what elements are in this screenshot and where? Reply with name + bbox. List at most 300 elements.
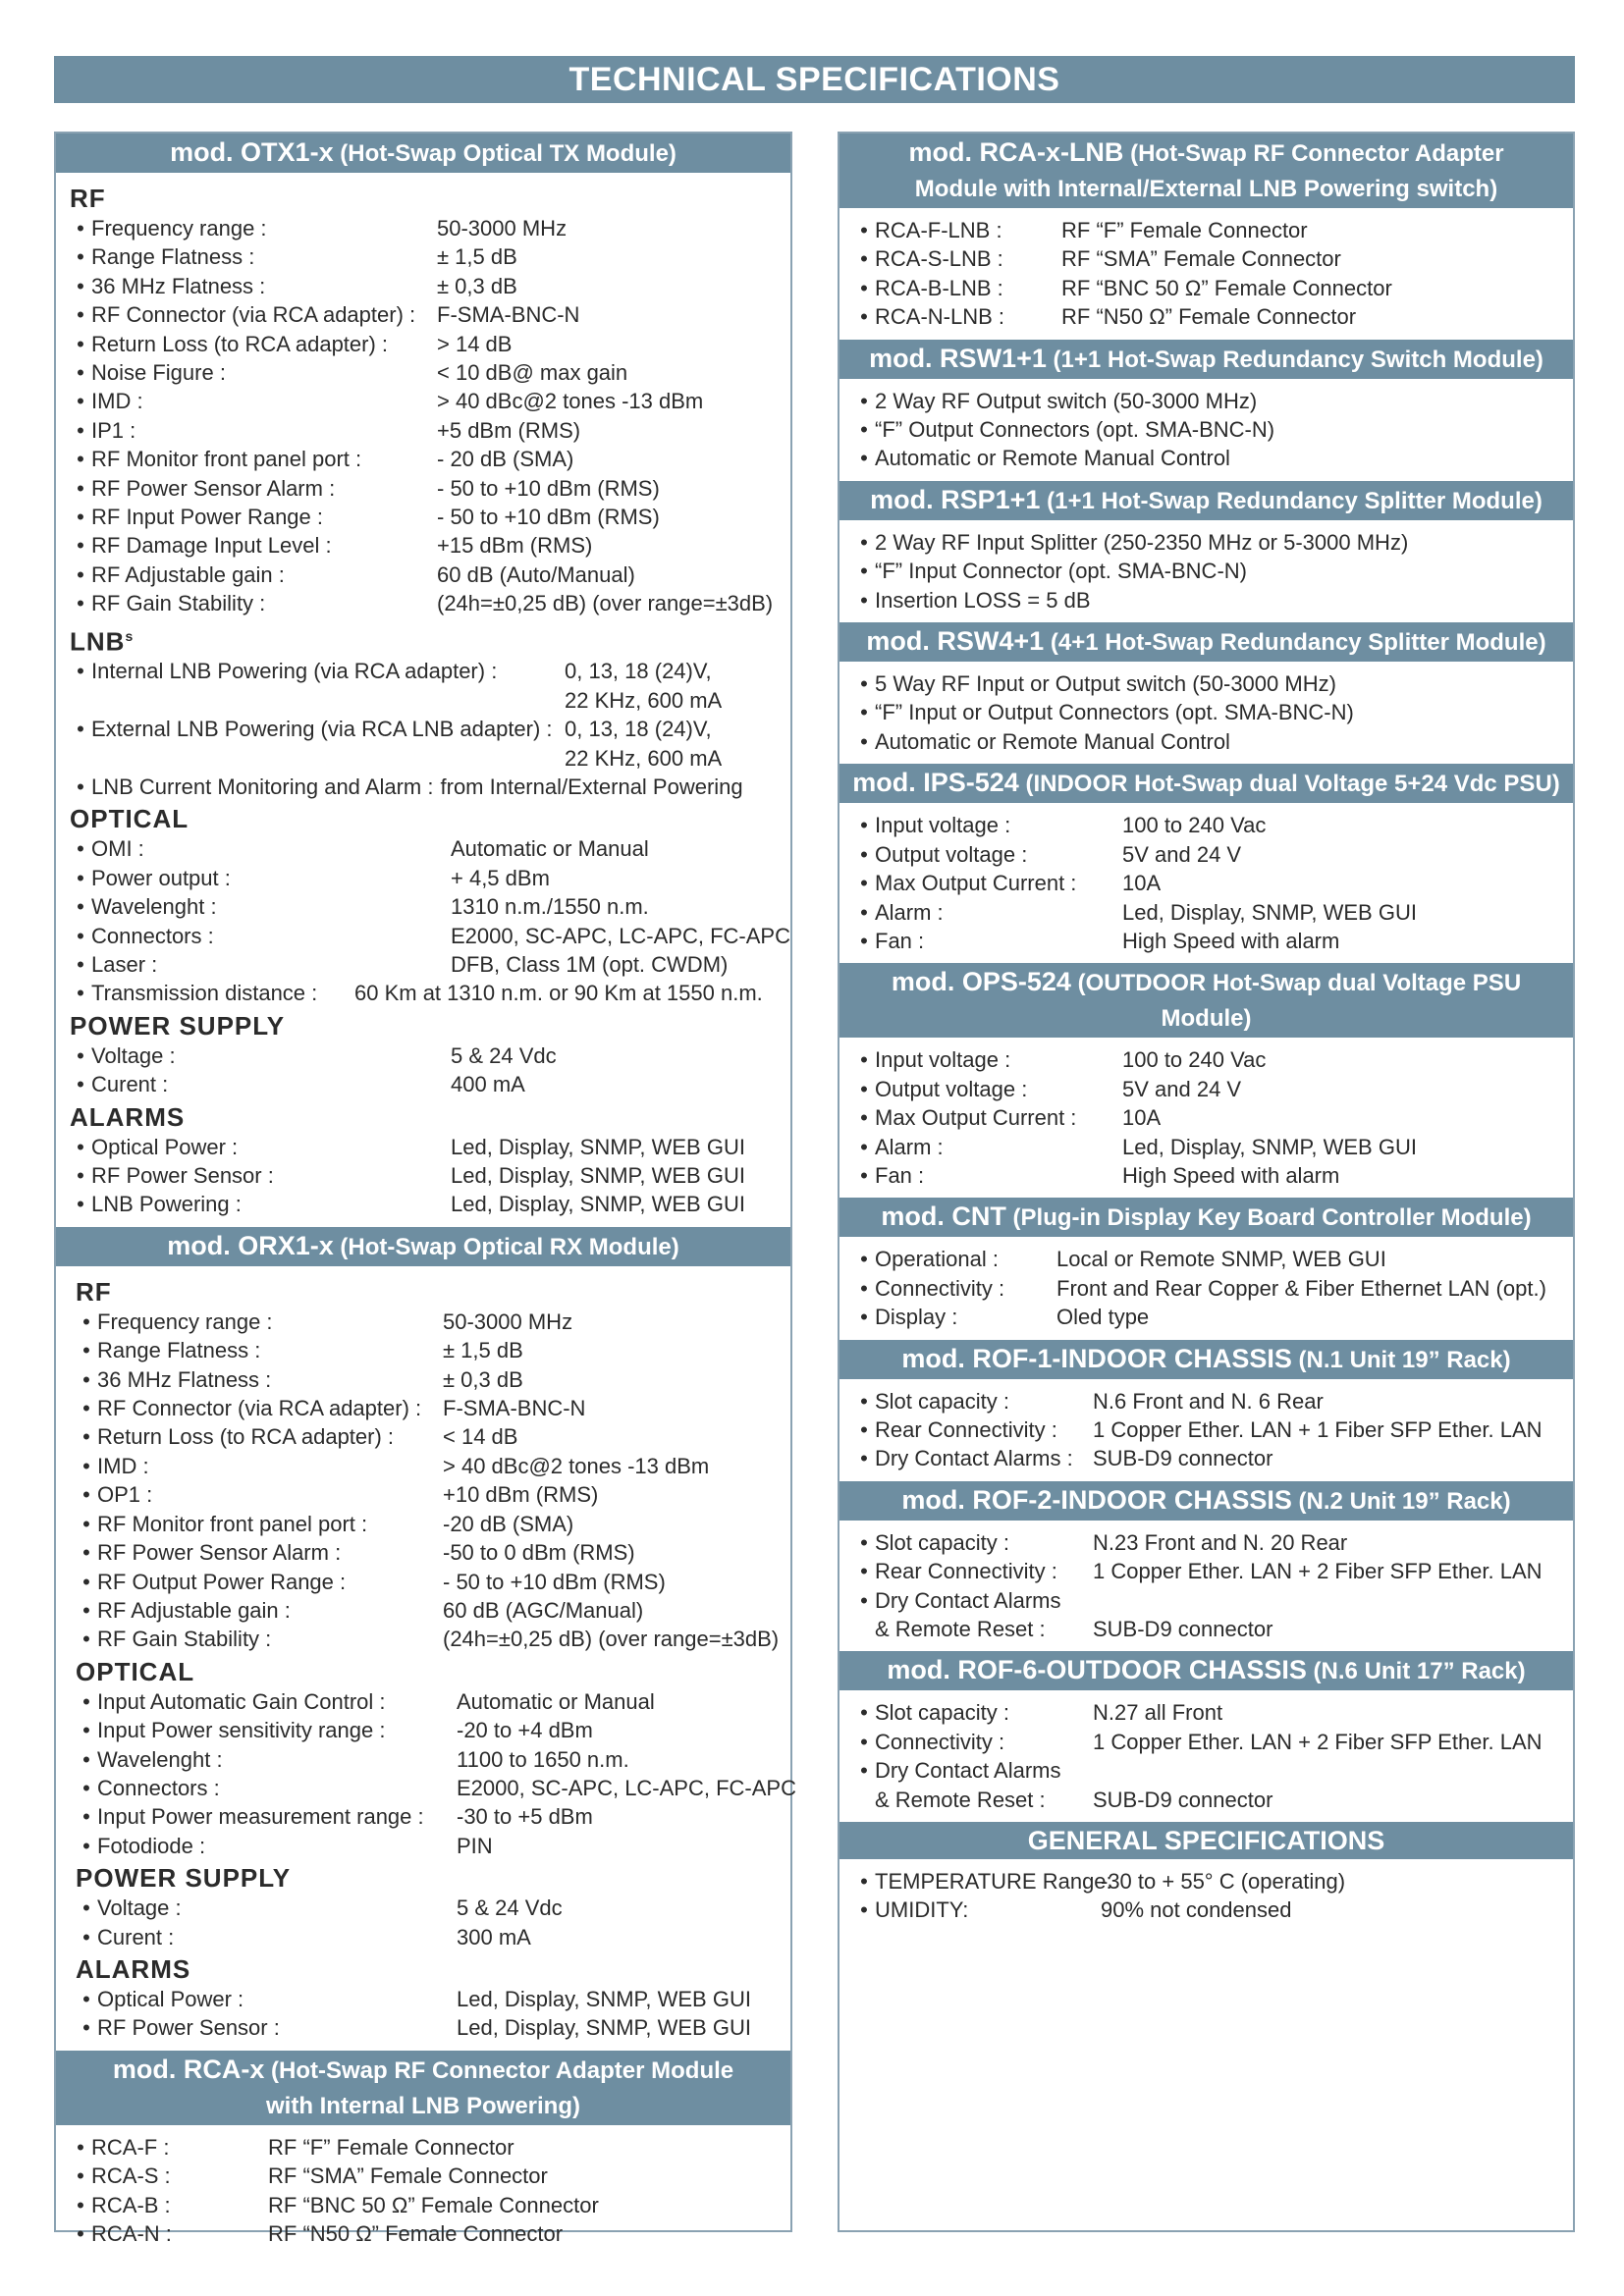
otx1-rf-value: +15 dBm (RMS) [437,533,593,559]
general-label: UMIDITY: [875,1897,969,1923]
ops524-label: Max Output Current : [875,1105,1077,1131]
ips524-title-main: mod. IPS-524 [852,768,1019,798]
cnt-label: Connectivity : [875,1275,1005,1301]
otx1-rf-label: Frequency range : [91,216,267,240]
otx1-optical-value: + 4,5 dBm [451,865,550,890]
otx1-rf-row [70,531,777,560]
rca-title [56,2051,790,2125]
bullet: • [860,218,868,242]
otx1-rf-label: RF Power Sensor Alarm : [91,475,336,501]
orx1-alarm-label: Optical Power : [97,1986,244,2011]
otx1-rf-row [70,358,777,387]
orx1-optical-label: Input Automatic Gain Control : [97,1688,386,1714]
orx1-optical-row [76,1802,777,1831]
bullet: • [77,865,84,890]
otx1-rf-label: Return Loss (to RCA adapter) : [91,331,389,356]
otx1-transmission-value: 60 Km at 1310 n.m. or 90 Km at 1550 n.m. [354,981,763,1006]
rca-lnb-value: RF “SMA” Female Connector [1061,246,1341,272]
otx1-power-label: Voltage : [91,1042,176,1068]
rca-label: RCA-S : [91,2163,171,2189]
rof6-label: Connectivity : [875,1729,1005,1754]
bullet: • [77,981,84,1006]
orx1-rf-value: < 14 dB [443,1424,518,1450]
orx1-optical-row [76,1687,777,1716]
orx1-title-main: mod. ORX1-x [167,1230,334,1260]
bullet: • [77,952,84,977]
rsp11-section [839,481,1573,622]
cnt-value: Front and Rear Copper & Fiber Ethernet LAN (opt.) [1056,1275,1546,1301]
rof1-label: Slot capacity : [875,1388,1009,1414]
ips524-row [853,927,1559,955]
otx1-optical-value: 1310 n.m./1550 n.m. [451,894,649,920]
orx1-title [56,1227,790,1266]
bullet: • [860,1388,868,1414]
otx1-rf-row [70,242,777,271]
bullet: • [860,871,868,896]
orx1-optical-heading: OPTICAL [76,1656,195,1686]
otx1-alarm-label: RF Power Sensor : [91,1163,274,1189]
orx1-rf-label: RF Monitor front panel port : [97,1511,368,1536]
otx1-optical-value: Automatic or Manual [451,836,649,862]
rsp11-item-text: 2 Way RF Input Splitter (250-2350 MHz or 5-3000 MHz) [875,529,1409,555]
rca-label: RCA-B : [91,2192,171,2217]
bullet: • [860,304,868,330]
rsw11-row [853,387,1559,415]
cnt-value: Oled type [1056,1305,1150,1330]
orx1-optical-value: E2000, SC-APC, LC-APC, FC-APC [457,1775,796,1800]
rsp11-item-text: “F” Input Connector (opt. SMA-BNC-N) [875,559,1247,584]
bullet: • [77,591,84,616]
rsw11-section [839,340,1573,481]
rca-lnb-row [853,244,1559,273]
bullet: • [860,1162,868,1188]
otx1-rf-label: RF Damage Input Level : [91,533,332,559]
rca-row [70,2191,777,2219]
orx1-power-label: Curent : [97,1924,175,1949]
ips524-label: Output voltage : [875,841,1028,867]
orx1-rf-label: IMD : [97,1453,149,1478]
bullet: • [860,1134,868,1159]
rca-lnb-value: RF “BNC 50 Ω” Female Connector [1061,275,1392,300]
otx1-rf-value: > 40 dBc@2 tones -13 dBm [437,389,704,414]
otx1-title [56,133,790,173]
rof6-dry-contact-row [853,1756,1559,1785]
otx1-optical-row [70,922,790,950]
orx1-rf-label: Range Flatness : [97,1338,261,1363]
bullet: • [82,1775,90,1800]
bullet: • [860,1275,868,1301]
orx1-optical-row [76,1716,777,1744]
general-row [853,1896,1559,1924]
rof1-value: 1 Copper Ether. LAN + 1 Fiber SFP Ether. LAN [1093,1416,1543,1442]
orx1-rf-value: -20 dB (SMA) [443,1511,574,1536]
orx1-optical-value: PIN [457,1833,493,1858]
orx1-alarm-value: Led, Display, SNMP, WEB GUI [457,1986,751,2011]
bullet: • [860,246,868,272]
rsp11-row [853,557,1559,585]
rca-lnb-title [839,133,1573,208]
orx1-optical-label: Connectors : [97,1775,220,1800]
bullet: • [77,1042,84,1068]
orx1-rf-value: 60 dB (AGC/Manual) [443,1597,644,1623]
orx1-rf-value: - 50 to +10 dBm (RMS) [443,1569,666,1594]
orx1-rf-row [76,1394,777,1422]
rca-lnb-value: RF “F” Female Connector [1061,218,1308,242]
rof6-row [853,1728,1559,1756]
bullet: • [82,1396,90,1421]
rsw11-item-text: 2 Way RF Output switch (50-3000 MHz) [875,388,1258,413]
rof2-title-sub: (N.2 Unit 19” Rack) [1291,1487,1511,1515]
bullet: • [77,475,84,501]
otx1-optical-value: E2000, SC-APC, LC-APC, FC-APC [451,923,790,948]
otx1-optical-label: Power output : [91,865,231,890]
ops524-label: Input voltage : [875,1047,1011,1073]
rof2-remote-reset-row [853,1615,1559,1643]
bullet: • [860,1247,868,1272]
orx1-rf-label: Frequency range : [97,1308,273,1334]
orx1-optical-row [76,1832,777,1860]
orx1-power-value: 5 & 24 Vdc [457,1896,563,1921]
ips524-title [839,764,1573,803]
rca-lnb-label: RCA-N-LNB : [875,304,1005,330]
ips524-row [853,898,1559,927]
orx1-rf-value: F-SMA-BNC-N [443,1396,586,1421]
rof6-label: Slot capacity : [875,1700,1009,1726]
ips524-value: 10A [1122,871,1162,896]
rof2-remote-reset-value: SUB-D9 connector [1093,1617,1273,1641]
orx1-optical-label: Wavelenght : [97,1746,223,1772]
orx1-optical-value: Automatic or Manual [457,1688,655,1714]
otx1-optical-value: DFB, Class 1M (opt. CWDM) [451,952,729,977]
otx1-rf-row [70,503,777,531]
bullet: • [77,244,84,270]
bullet: • [860,1305,868,1330]
ips524-section [839,764,1573,963]
cnt-label: Display : [875,1305,958,1330]
rsp11-row [853,528,1559,557]
orx1-rf-value: ± 1,5 dB [443,1338,523,1363]
rsw41-title-main: mod. RSW4+1 [866,626,1045,657]
rsp11-title-main: mod. RSP1+1 [870,484,1041,514]
bullet: • [82,1482,90,1508]
rof1-row [853,1387,1559,1415]
otx1-alarm-value: Led, Display, SNMP, WEB GUI [451,1163,745,1189]
bullet: • [82,1540,90,1566]
otx1-lnb-external-value [565,715,722,773]
ops524-label: Fan : [875,1162,925,1188]
otx1-title-sub: (Hot-Swap Optical TX Module) [333,140,677,167]
rof1-title-sub: (N.1 Unit 19” Rack) [1291,1346,1511,1373]
rof2-dry-contact-label: Dry Contact Alarms [875,1587,1061,1613]
otx1-optical-label: OMI : [91,836,144,862]
orx1-title-sub: (Hot-Swap Optical RX Module) [333,1233,679,1260]
bullet: • [860,446,868,471]
orx1-rf-label: RF Gain Stability : [97,1627,272,1652]
bullet: • [82,1833,90,1858]
cnt-row [853,1303,1559,1331]
otx1-rf-value: < 10 dB@ max gain [437,360,628,386]
orx1-optical-value: -20 to +4 dBm [457,1718,593,1743]
otx1-rf-row [70,561,777,589]
bullet: • [860,1758,868,1784]
rca-value: RF “SMA” Female Connector [268,2163,548,2189]
right-column [838,132,1575,2232]
otx1-rf-row [70,272,777,300]
orx1-rf-value: +10 dBm (RMS) [443,1482,599,1508]
bullet: • [77,1163,84,1189]
otx1-rf-value: ± 1,5 dB [437,244,517,270]
otx1-alarm-label: Optical Power : [91,1134,239,1159]
rof1-section [839,1340,1573,1481]
bullet: • [82,1366,90,1392]
ops524-row [853,1045,1559,1074]
rca-value: RF “N50 Ω” Female Connector [268,2221,564,2246]
orx1-rf-row [76,1625,780,1653]
bullet: • [77,360,84,386]
bullet: • [860,1416,868,1442]
bullet: • [860,1897,868,1923]
otx1-section [56,133,790,1227]
orx1-rf-row [76,1568,777,1596]
orx1-rf-row [76,1596,777,1625]
ips524-value: 100 to 240 Vac [1122,813,1267,838]
rof6-section [839,1651,1573,1822]
bullet: • [82,1986,90,2011]
otx1-rf-label: RF Gain Stability : [91,591,266,616]
orx1-rf-label: RF Output Power Range : [97,1569,347,1594]
orx1-rf-value: -50 to 0 dBm (RMS) [443,1540,635,1566]
orx1-optical-row [76,1774,796,1802]
orx1-rf-label: 36 MHz Flatness : [97,1366,272,1392]
rsw11-item-text: “F” Output Connectors (opt. SMA-BNC-N) [875,417,1275,443]
otx1-rf-value: +5 dBm (RMS) [437,417,581,443]
rsw41-item-text: 5 Way RF Input or Output switch (50-3000 MHz) [875,671,1336,697]
otx1-optical-label: Laser : [91,952,158,977]
rsw41-title-sub: (4+1 Hot-Swap Redundancy Splitter Module) [1044,629,1546,657]
otx1-rf-label: RF Connector (via RCA adapter) : [91,302,416,328]
otx1-rf-label: IMD : [91,389,143,414]
ips524-row [853,840,1559,869]
bullet: • [860,1587,868,1613]
bullet: • [860,559,868,584]
bullet: • [77,836,84,862]
bullet: • [860,529,868,555]
bullet: • [82,2015,90,2041]
otx1-lnb-heading [70,620,777,658]
bullet: • [82,1511,90,1536]
orx1-optical-value: -30 to +5 dBm [457,1804,593,1830]
bullet: • [77,561,84,587]
bullet: • [82,1718,90,1743]
orx1-rf-value: > 40 dBc@2 tones -13 dBm [443,1453,710,1478]
bullet: • [860,1105,868,1131]
orx1-rf-row [76,1365,777,1394]
rsw41-row [853,669,1559,698]
bullet: • [77,533,84,559]
rsp11-row [853,586,1559,614]
bullet: • [82,1746,90,1772]
bullet: • [82,1627,90,1652]
orx1-rf-row [76,1336,777,1364]
otx1-lnb-external-row [70,715,777,773]
ips524-label: Alarm : [875,899,944,925]
orx1-rf-value: 50-3000 MHz [443,1308,573,1334]
rca-label: RCA-N : [91,2221,172,2246]
rof2-row [853,1528,1559,1557]
bullet: • [77,2221,84,2246]
bullet: • [860,671,868,697]
rof6-remote-reset-label: & Remote Reset : [875,1787,1046,1812]
bullet: • [77,923,84,948]
orx1-section [56,1227,796,2051]
rof2-value: N.23 Front and N. 20 Rear [1093,1529,1348,1555]
orx1-rf-row [76,1510,777,1538]
orx1-power-value: 300 mA [457,1924,531,1949]
rsp11-title-sub: (1+1 Hot-Swap Redundancy Splitter Module) [1040,487,1543,514]
rsw11-row [853,444,1559,472]
orx1-rf-value: ± 0,3 dB [443,1366,523,1392]
otx1-lnb-internal-value-2: 22 KHz, 600 mA [565,687,723,713]
otx1-transmission-label: Transmission distance : [91,981,318,1006]
ops524-row [853,1161,1559,1190]
otx1-rf-value: - 20 dB (SMA) [437,447,574,472]
bullet: • [860,587,868,613]
general-label: TEMPERATURE Range: [875,1869,1112,1895]
rsp11-item-text: Insertion LOSS = 5 dB [875,587,1091,613]
ips524-value: High Speed with alarm [1122,928,1340,953]
orx1-rf-row [76,1538,777,1567]
ips524-row [853,869,1559,897]
left-column [54,132,796,2246]
bullet: • [77,447,84,472]
bullet: • [77,216,84,240]
bullet: • [77,717,84,742]
rca-lnb-row [853,216,1559,244]
bullet: • [860,1047,868,1073]
otx1-alarm-row [70,1190,777,1218]
bullet: • [77,505,84,530]
otx1-lnb-monitoring-row [70,773,777,801]
rof6-value: 1 Copper Ether. LAN + 2 Fiber SFP Ether. LAN [1093,1729,1543,1754]
otx1-lnb-internal-value [565,657,722,715]
rca-lnb-title-main: mod. RCA-x-LNB [908,137,1124,167]
otx1-rf-value: - 50 to +10 dBm (RMS) [437,475,660,501]
otx1-rf-row [70,330,777,358]
rof6-remote-reset-row [853,1786,1559,1814]
rca-title-line2: with Internal LNB Powering) [265,2092,580,2119]
bullet: • [860,1559,868,1584]
general-value: 90% not condensed [1101,1897,1292,1923]
bullet: • [77,2163,84,2189]
rof2-value: 1 Copper Ether. LAN + 2 Fiber SFP Ether. LAN [1093,1559,1543,1584]
otx1-alarms-heading: ALARMS [70,1101,186,1132]
rca-title-sub: (Hot-Swap RF Connector Adapter Module [264,2056,734,2084]
rof2-dry-contact-row [853,1586,1559,1615]
general-row [853,1867,1559,1896]
rof2-title-main: mod. ROF-2-INDOOR CHASSIS [901,1484,1292,1515]
otx1-lnb-external-value-1: 0, 13, 18 (24)V, [565,717,712,742]
bullet: • [77,1072,84,1097]
orx1-alarms-heading: ALARMS [76,1953,191,1984]
rof1-title [839,1340,1573,1379]
ops524-value: 100 to 240 Vac [1122,1047,1267,1073]
otx1-lnb-heading-text: LNB [70,626,126,657]
otx1-power-row [70,1041,777,1070]
otx1-title-main: mod. OTX1-x [170,137,334,167]
otx1-alarm-row [70,1161,777,1190]
orx1-rf-heading: RF [76,1276,112,1307]
bullet: • [860,928,868,953]
otx1-rf-row [70,387,777,415]
bullet: • [82,1804,90,1830]
otx1-rf-label: RF Monitor front panel port : [91,447,362,472]
rca-row [70,2219,777,2248]
otx1-power-row [70,1070,777,1098]
orx1-alarm-row [76,2013,777,2042]
otx1-optical-heading: OPTICAL [70,804,189,834]
otx1-rf-value: F-SMA-BNC-N [437,302,580,328]
orx1-optical-label: Fotodiode : [97,1833,206,1858]
rof6-row [853,1698,1559,1727]
rof1-row [853,1415,1559,1444]
rca-lnb-title-sub: (Hot-Swap RF Connector Adapter [1123,140,1504,167]
otx1-alarm-label: LNB Powering : [91,1192,242,1217]
rof6-title [839,1651,1573,1690]
bullet: • [860,700,868,725]
orx1-rf-label: Return Loss (to RCA adapter) : [97,1424,395,1450]
otx1-rf-row [70,474,777,503]
rof1-row [853,1444,1559,1472]
orx1-optical-value: 1100 to 1650 n.m. [457,1746,629,1772]
bullet: • [860,813,868,838]
otx1-power-value: 5 & 24 Vdc [451,1042,557,1068]
ips524-title-sub: (INDOOR Hot-Swap dual Voltage 5+24 Vdc PSU) [1018,771,1560,798]
rsw41-section [839,622,1573,764]
otx1-rf-row [70,589,777,617]
bullet: • [860,841,868,867]
ops524-title [839,963,1573,1038]
rca-section [56,2051,790,2257]
bullet: • [77,894,84,920]
otx1-power-heading: POWER SUPPLY [70,1010,286,1041]
ops524-section [839,963,1573,1198]
orx1-alarm-value: Led, Display, SNMP, WEB GUI [457,2015,751,2041]
orx1-alarm-row [76,1985,777,2013]
bullet: • [77,273,84,298]
otx1-rf-row [70,416,777,445]
otx1-rf-label: 36 MHz Flatness : [91,273,266,298]
rof1-value: SUB-D9 connector [1093,1446,1273,1471]
bullet: • [82,1308,90,1334]
rca-title-main: mod. RCA-x [112,2054,265,2084]
bullet: • [860,1700,868,1726]
rof1-value: N.6 Front and N. 6 Rear [1093,1388,1324,1414]
orx1-optical-label: Input Power measurement range : [97,1804,424,1830]
rca-row [70,2133,777,2162]
rof1-label: Dry Contact Alarms : [875,1446,1073,1471]
rca-value: RF “BNC 50 Ω” Female Connector [268,2192,599,2217]
bullet: • [860,388,868,413]
orx1-alarm-label: RF Power Sensor : [97,2015,280,2041]
otx1-rf-row [70,214,777,242]
ops524-row [853,1075,1559,1103]
rsw41-item-text: Automatic or Remote Manual Control [875,728,1230,754]
general-section [839,1822,1573,1933]
bullet: • [82,1424,90,1450]
rca-lnb-label: RCA-B-LNB : [875,275,1003,300]
ips524-label: Input voltage : [875,813,1011,838]
rof1-label: Rear Connectivity : [875,1416,1057,1442]
